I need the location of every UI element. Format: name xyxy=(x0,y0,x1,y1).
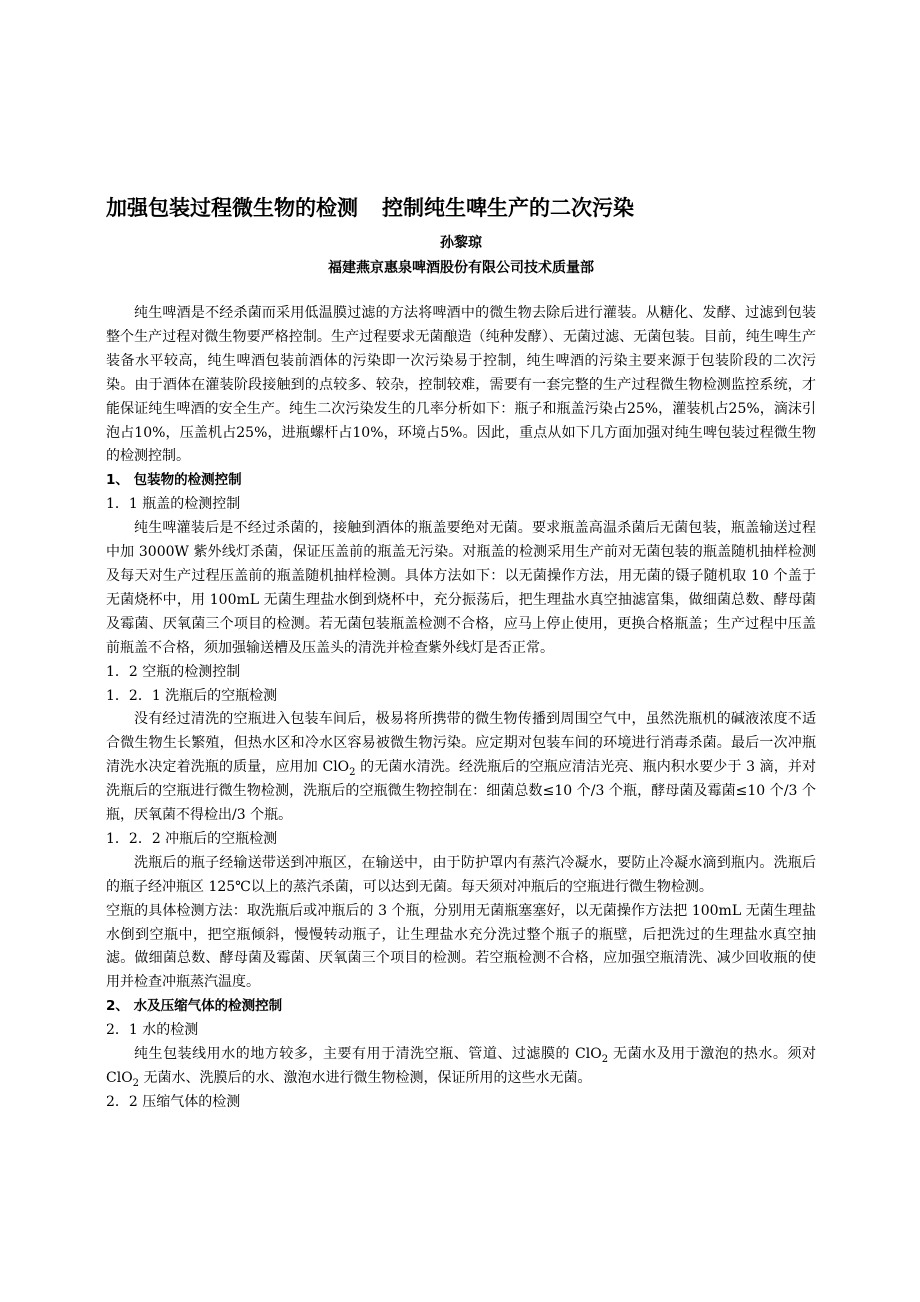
subscript-2: 2 xyxy=(601,1053,609,1065)
paragraph-1-2-1 xyxy=(106,708,816,828)
title-part-1: 加强包装过程微生物的检测 xyxy=(106,196,358,220)
intro-paragraph: 纯生啤酒是不经杀菌而采用低温膜过滤的方法将啤酒中的微生物去除后进行灌装。从糖化、发酵、过滤到包装整个生产过程对微生物要严格控制。生产过程要求无菌酿造（纯种发酵）、无菌过滤、无菌包装。目前，纯生啤生产装备水平较高，纯生啤酒包装前酒体的污染即一次污染易于控制，纯生啤酒的污染主要来源于包装阶段的二次污染。由于酒体在灌装阶段接触到的点较多、较杂，控制较难，需要有一套完整的生产过程微生物检测监控系统，才能保证纯生啤酒的安全生产。纯生二次污染发生的几率分析如下：瓶子和瓶盖污染占25%，灌装机占25%，滴沫引泡占10%，压盖机占25%，进瓶螺杆占10%，环境占5%。因此，重点从如下几方面加强对纯生啤包装过程微生物的检测控制。 xyxy=(106,305,816,465)
affiliation: 福建燕京惠泉啤酒股份有限公司技术质量部 xyxy=(328,260,594,276)
subsection-heading-2-2: 2．2 压缩气体的检测 xyxy=(106,1093,241,1110)
section-heading-2: 2、 水及压缩气体的检测控制 xyxy=(106,998,283,1015)
section-heading-1: 1、 包装物的检测控制 xyxy=(106,472,242,489)
document-body xyxy=(106,302,816,1115)
subscript-2: 2 xyxy=(132,1077,140,1089)
paragraph-bottle-test-method: 空瓶的具体检测方法：取洗瓶后或冲瓶后的 3 个瓶，分别用无菌瓶塞塞好，以无菌操作方法把 100mL 无菌生理盐水倒到空瓶中，把空瓶倾斜，慢慢转动瓶子，让生理盐水充分洗过整个瓶子的瓶壁，后把洗过的生理盐水真空抽滤。做细菌总数、酵母菌及霉菌、厌氧菌三个项目的检测。若空瓶检测不合格，应加强空瓶清洗、减少回收瓶的使用并检查冲瓶蒸汽温度。 xyxy=(106,902,816,991)
author: 孙黎琼 xyxy=(440,235,482,251)
title-part-2: 控制纯生啤生产的二次污染 xyxy=(382,196,634,220)
paragraph-2-1-part-c: 无菌水、洗膜后的水、激泡水进行微生物检测，保证所用的这些水无菌。 xyxy=(139,1070,592,1086)
paragraph-2-1-part-a: 纯生包装线用水的地方较多，主要有用于清洗空瓶、管道、过滤膜的 ClO xyxy=(134,1046,602,1063)
paragraph-1-2-2: 洗瓶后的瓶子经输送带送到冲瓶区，在输送中，由于防护罩内有蒸汽冷凝水，要防止冷凝水滴到瓶内。洗瓶后的瓶子经冲瓶区 125℃以上的蒸汽杀菌，可以达到无菌。每天须对冲瓶后的空瓶进行微生物检测。 xyxy=(106,854,816,895)
paragraph-2-1 xyxy=(106,1043,816,1091)
subsection-heading-1-2-2: 1．2．2 冲瓶后的空瓶检测 xyxy=(106,830,278,847)
paragraph-2-1-part-b: 无菌水及用于激泡的热水。须对 ClO xyxy=(106,1046,816,1086)
paragraph-1-2-1-part-b: 的无菌水清洗。经洗瓶后的空瓶应清洁光亮、瓶内积水要少于 3 滴，并对洗瓶后的空瓶进行微生物检测，洗瓶后的空瓶微生物控制在：细菌总数≤10 个/3 个瓶，酵母菌及霉菌≤10 个/3 个瓶，厌氧菌不得检出/3 个瓶。 xyxy=(106,759,816,824)
subsection-heading-1-2: 1．2 空瓶的检测控制 xyxy=(106,663,241,680)
paragraph-1-1: 纯生啤灌装后是不经过杀菌的，接触到酒体的瓶盖要绝对无菌。要求瓶盖高温杀菌后无菌包装，瓶盖输送过程中加 3000W 紫外线灯杀菌，保证压盖前的瓶盖无污染。对瓶盖的检测采用生产前对无菌包装的瓶盖随机抽样检测及每天对生产过程压盖前的瓶盖随机抽样检测。具体方法如下：以无菌操作方法，用无菌的镊子随机取 10 个盖于无菌烧杯中，用 100mL 无菌生理盐水倒到烧杯中，充分振荡后，把生理盐水真空抽滤富集，做细菌总数、酵母菌及霉菌、厌氧菌三个项目的检测。若无菌包装瓶盖检测不合格，应马上停止使用，更换合格瓶盖；生产过程中压盖前瓶盖不合格，须加强输送槽及压盖头的清洗并检查紫外线灯是否正常。 xyxy=(106,520,816,656)
document-title xyxy=(106,193,816,223)
subsection-heading-2-1: 2．1 水的检测 xyxy=(106,1022,199,1039)
subscript-2: 2 xyxy=(349,767,356,779)
paragraph-1-2-1-part-a: 没有经过清洗的空瓶进入包装车间后，极易将所携带的微生物传播到周围空气中，虽然洗瓶机的碱液浓度不适合微生物生长繁殖，但热水区和冷水区容易被微生物污染。应定期对包装车间的环境进行消毒杀菌。最后一次冲瓶清洗水决定着洗瓶的质量，应用加 ClO xyxy=(106,711,816,776)
subsection-heading-1-1: 1．1 瓶盖的检测控制 xyxy=(106,496,241,513)
subsection-heading-1-2-1: 1．2．1 洗瓶后的空瓶检测 xyxy=(106,687,278,704)
